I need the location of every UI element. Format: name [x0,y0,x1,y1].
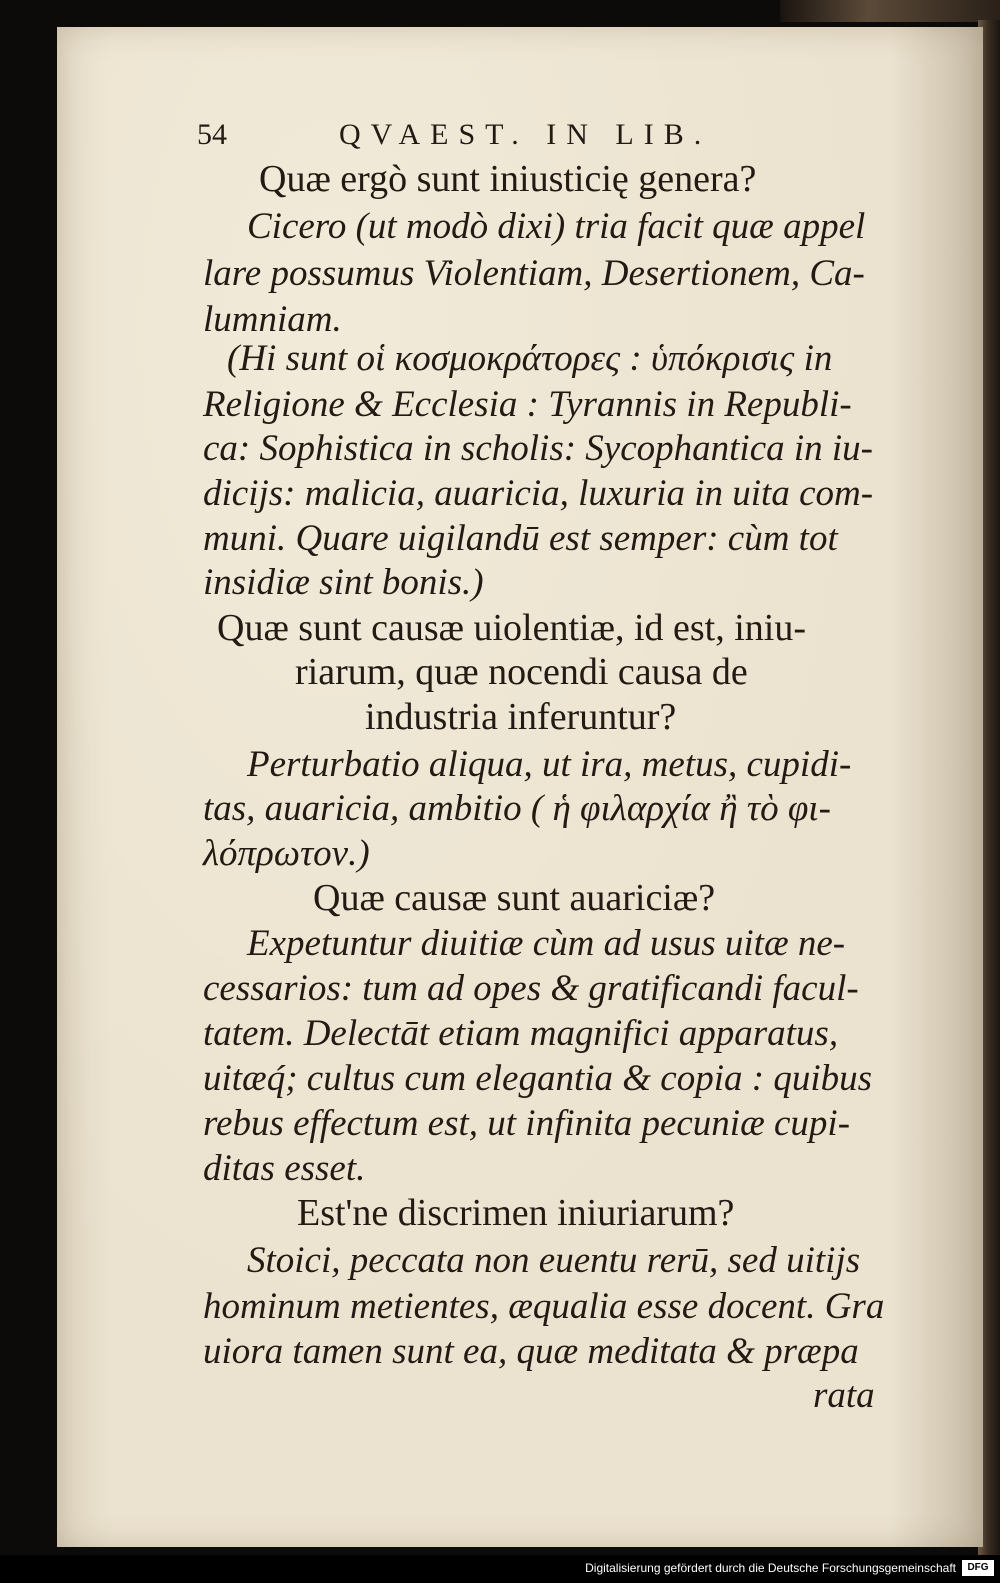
answer-line: muni. Quare uigilandū est semper: cùm tot [203,518,838,559]
answer-line: Stoici, peccata non euentu rerū, sed uitijs [247,1240,861,1281]
answer-line: hominum metientes, æqualia esse docent. Gra [203,1286,885,1327]
answer-line: tatem. Delectāt etiam magnifici apparatus, [203,1013,839,1054]
page-number: 54 [197,118,227,151]
answer-line: (Hi sunt οἱ κοσμοκράτορες : ὑπόκρισις in [227,338,833,379]
answer-line: cessarios: tum ad opes & gratificandi facul- [203,968,859,1009]
answer-line: uitæq́; cultus cum elegantia & copia : quibus [203,1058,872,1099]
answer-line: Cicero (ut modò dixi) tria facit quæ appel [247,206,866,247]
answer-line: lumniam. [203,299,342,340]
footer-credit: Digitalisierung gefördert durch die Deutsche Forschungsgemeinschaft [585,1561,956,1575]
answer-line: Perturbatio aliqua, ut ira, metus, cupidi- [247,744,852,785]
answer-line: insidiæ sint bonis.) [203,562,484,603]
question-line: Quæ ergò sunt iniusticię genera? [259,158,757,200]
answer-line: ditas esset. [203,1148,366,1189]
question-line: Quæ causæ sunt auariciæ? [313,877,716,919]
answer-line: λόπρωτον.) [203,833,370,874]
running-head: QVAEST. IN LIB. [339,118,712,151]
answer-line: rebus effectum est, ut infinita pecuniæ cupi- [203,1103,851,1144]
answer-line: tas, auaricia, ambitio ( ἡ φιλαρχία ἢ τὸ φι- [203,788,831,829]
answer-line: Religione & Ecclesia : Tyrannis in Republi- [203,384,852,425]
book-page [57,27,983,1547]
answer-line: Expetuntur diuitiæ cùm ad usus uitæ ne- [247,923,846,964]
question-line: industria inferuntur? [365,696,677,738]
question-line: Est'ne discrimen iniuriarum? [297,1192,735,1234]
answer-line: dicijs: malicia, auaricia, luxuria in uita com- [203,473,874,514]
answer-line: ca: Sophistica in scholis: Sycophantica in iu- [203,428,873,469]
catchword: rata [813,1375,875,1416]
footer-bar [0,1555,1000,1583]
question-line: Quæ sunt causæ uiolentiæ, id est, iniu- [217,607,806,649]
answer-line: lare possumus Violentiam, Desertionem, Ca- [203,253,865,294]
dfg-logo: DFG [962,1560,994,1576]
book-top-edge [780,0,1000,22]
question-line: riarum, quæ nocendi causa de [295,651,748,693]
answer-line: uiora tamen sunt ea, quæ meditata & præpa [203,1331,859,1372]
